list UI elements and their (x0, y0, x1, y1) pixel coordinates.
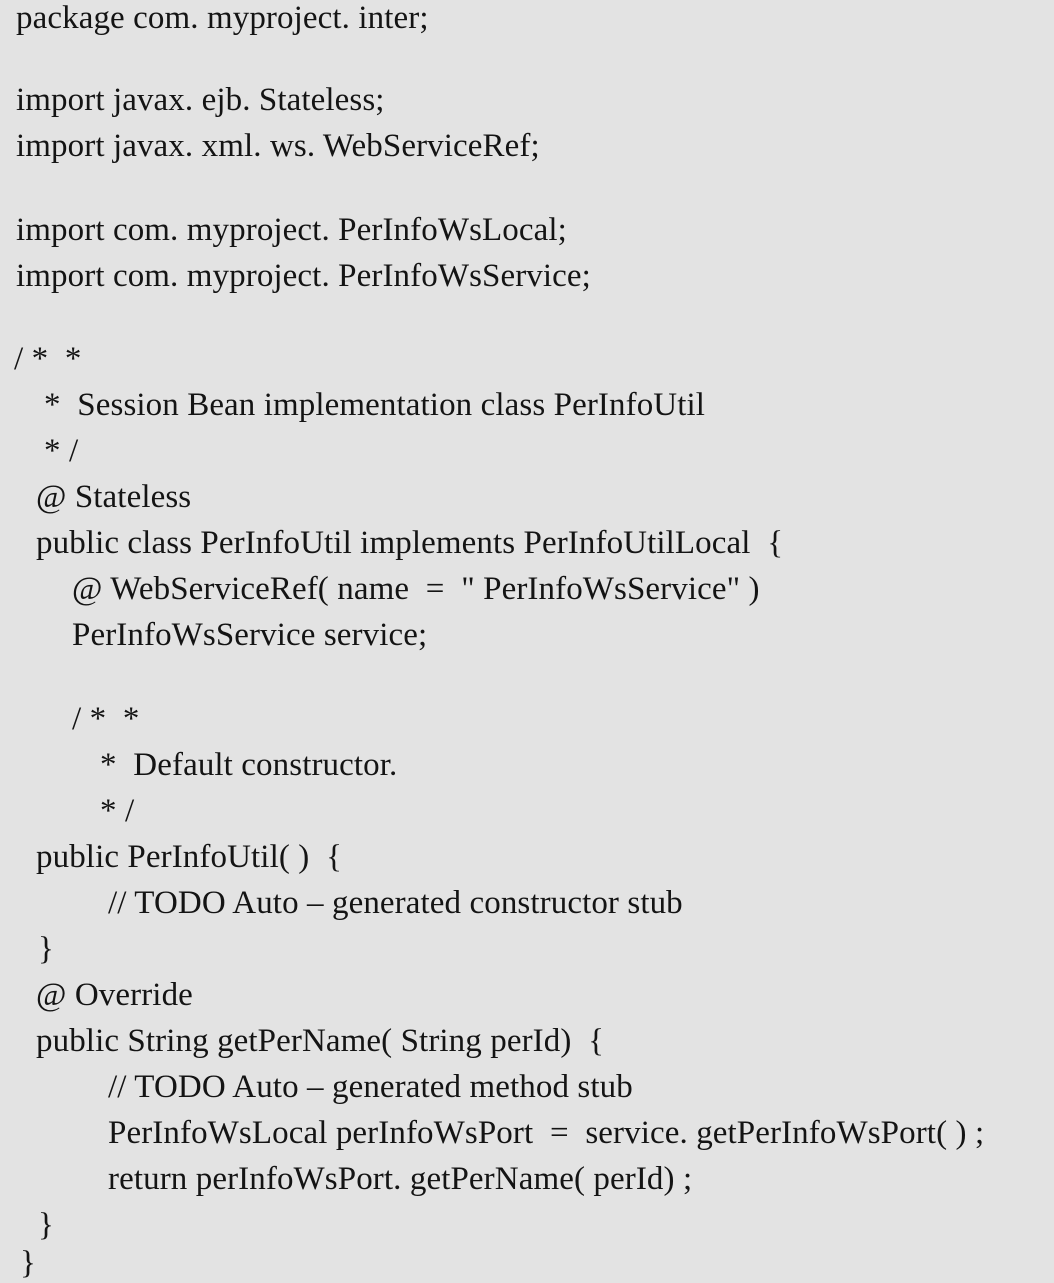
code-line: } (20, 1245, 36, 1281)
code-line: @ Stateless (36, 479, 192, 515)
code-line: // TODO Auto – generated method stub (108, 1069, 633, 1105)
code-line: import com. myproject. PerInfoWsService; (16, 258, 591, 294)
code-line: PerInfoWsService service; (72, 617, 428, 653)
code-line: return perInfoWsPort. getPerName( perId) ; (108, 1161, 693, 1197)
code-line: * Session Bean implementation class PerInfoUtil (44, 387, 706, 423)
code-line: @ Override (36, 977, 193, 1013)
code-line: public PerInfoUtil( ) { (36, 839, 343, 875)
code-line: @ WebServiceRef( name = " PerInfoWsService" ) (72, 571, 760, 607)
code-line: import javax. ejb. Stateless; (16, 82, 385, 118)
code-line: } (38, 1207, 54, 1243)
code-line: } (38, 931, 54, 967)
code-line: * / (100, 793, 135, 829)
code-line: import com. myproject. PerInfoWsLocal; (16, 212, 567, 248)
code-line: import javax. xml. ws. WebServiceRef; (16, 128, 540, 164)
code-line: * Default constructor. (100, 747, 398, 783)
code-line: / * * (14, 341, 82, 377)
code-line: * / (44, 433, 79, 469)
code-line: // TODO Auto – generated constructor stub (108, 885, 683, 921)
code-line: public String getPerName( String perId) { (36, 1023, 605, 1059)
code-line: / * * (72, 701, 140, 737)
code-line: public class PerInfoUtil implements PerInfoUtilLocal { (36, 525, 784, 561)
code-line: package com. myproject. inter; (16, 0, 429, 36)
code-line: PerInfoWsLocal perInfoWsPort = service. getPerInfoWsPort( ) ; (108, 1115, 985, 1151)
